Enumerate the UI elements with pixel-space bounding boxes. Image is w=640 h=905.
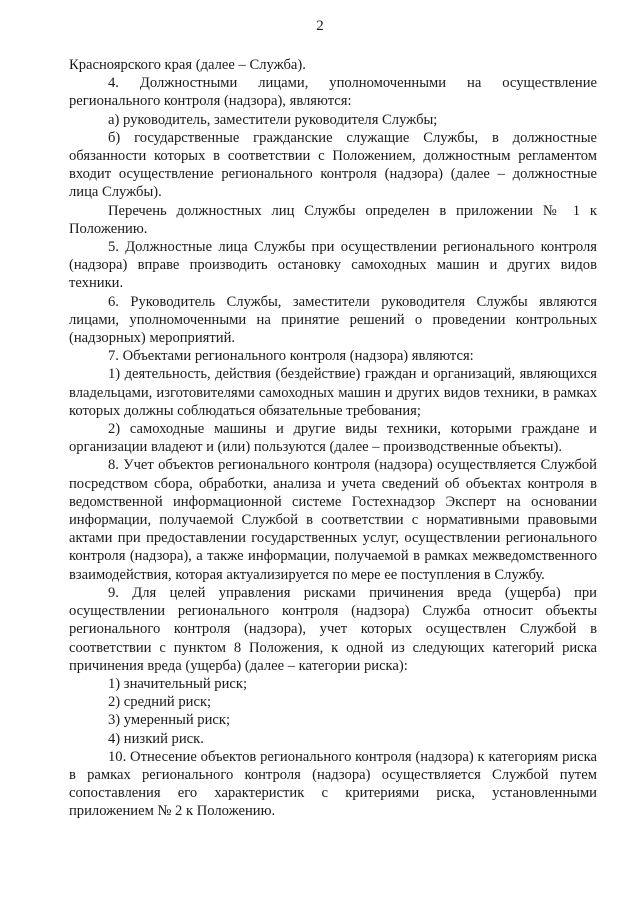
risk-category-low: 4) низкий риск. xyxy=(108,730,204,747)
page-number: 2 xyxy=(316,18,324,34)
document-body xyxy=(69,56,597,821)
paragraph-item-4b: б) государственные гражданские служащие Службы, в должностные обязанности которых в соответствии с Положением, должностным регламентом входит осуществление регионального контроля (надзора) (далее – должностные лица Службы). xyxy=(69,129,597,201)
paragraph-item-4: 4. Должностными лицами, уполномоченными на осуществление регионального контроля (надзора), являются: xyxy=(69,75,597,110)
paragraph-item-7-1: 1) деятельность, действия (бездействие) граждан и организаций, являющихся владельцами, изготовителями самоходных машин и других видов техники, в рамках которых должны соблюдаться обязательные требования; xyxy=(69,366,597,419)
risk-category-significant: 1) значительный риск; xyxy=(108,675,248,692)
paragraph-item-8: 8. Учет объектов регионального контроля (надзора) осуществляется Службой посредством сбора, обработки, анализа и учета сведений об объектах контроля в ведомственной информационной системе Гостехнадзор Эксперт на основании информации, получаемой Службой в соответствии с нормативными правовыми актами при предоставлении государственных услуг, осуществлении регионального контроля (надзора), а также информации, получаемой в рамках межведомственного взаимодействия, которая актуализируется по мере ее поступления в Службу. xyxy=(69,457,597,583)
paragraph-item-10: 10. Отнесение объектов регионального контроля (надзора) к категориям риска в рамках регионального контроля (надзора) осуществляется Службой путем сопоставления его характеристик с критериями риска, установленными приложением № 2 к Положению. xyxy=(69,748,597,820)
paragraph-officials-list: Перечень должностных лиц Службы определен в приложении № 1 к Положению. xyxy=(69,202,597,237)
paragraph-item-7: 7. Объектами регионального контроля (надзора) являются: xyxy=(108,348,474,365)
paragraph-item-4a: а) руководитель, заместители руководителя Службы; xyxy=(108,111,438,128)
paragraph-item-7-2: 2) самоходные машины и другие виды техники, которыми граждане и организации владеют и (или) пользуются (далее – производственные объекты). xyxy=(69,421,597,456)
paragraph-item-6: 6. Руководитель Службы, заместители руководителя Службы являются лицами, уполномоченными на принятие решений о проведении контрольных (надзорных) мероприятий. xyxy=(69,293,597,347)
paragraph-continuation: Красноярского края (далее – Служба). xyxy=(69,57,306,73)
risk-category-moderate: 3) умеренный риск; xyxy=(108,712,231,729)
paragraph-item-5: 5. Должностные лица Службы при осуществлении регионального контроля (надзора) вправе производить остановку самоходных машин и других видов техники. xyxy=(69,239,597,292)
paragraph-item-9: 9. Для целей управления рисками причинения вреда (ущерба) при осуществлении регионального контроля (надзора) Служба относит объекты регионального контроля (надзора), учет которых осуществлен Службой в соответствии с пунктом 8 Положения, к одной из следующих категорий риска причинения вреда (ущерба) (далее – категории риска): xyxy=(69,584,597,674)
risk-category-medium: 2) средний риск; xyxy=(108,694,212,711)
